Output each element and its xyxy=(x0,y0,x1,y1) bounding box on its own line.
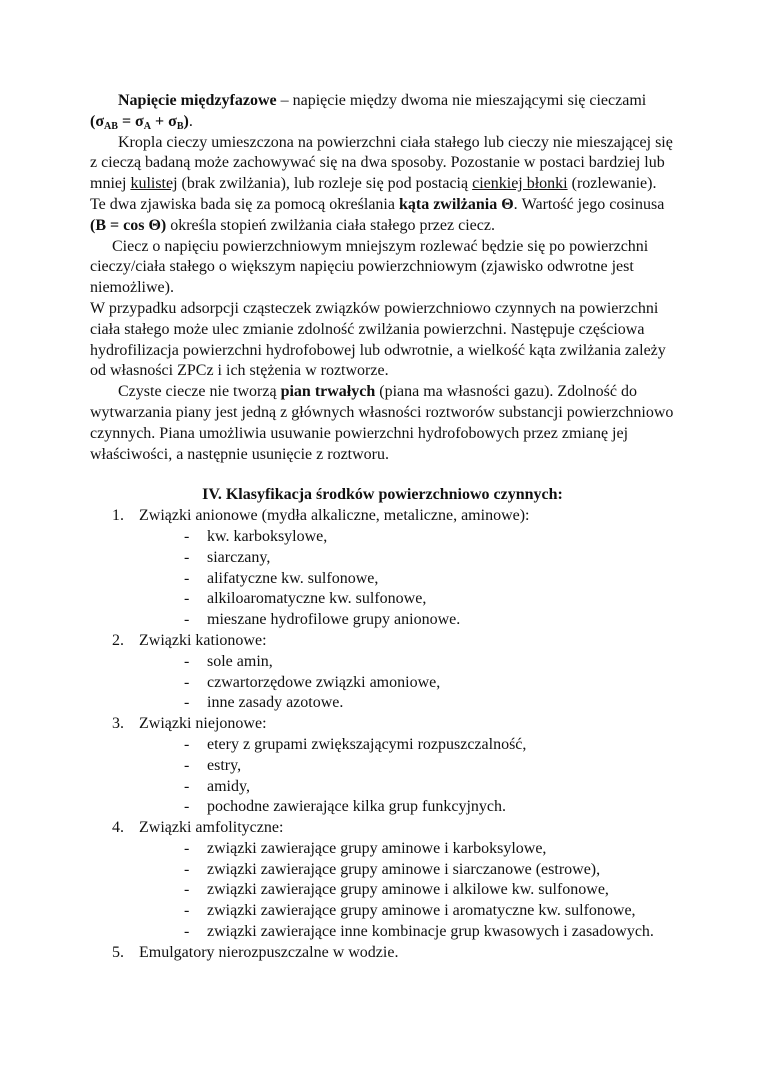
list-number: 3. xyxy=(112,715,124,733)
list-item-text: estry, xyxy=(207,756,242,774)
paragraph-spreading: Ciecz o napięciu powierzchniowym mniejszym rozlewać będzie się po powierzchni cieczy/ciała stałego o większym napięciu powierzchniowym (zjawisko odwrotne jest niemożliwe). xyxy=(90,237,649,297)
paragraph-wetting: Kropla cieczy umieszczona na powierzchni ciała stałego lub cieczy nie mieszającej się z cieczą badaną może zachowywać się na dwa sposoby. Pozostanie w postaci bardziej lub mniej kulistej (brak zwilżania), lub rozleje się pod postacią cienkiej błonki (rozlewanie). Te dwa zjawiska bada się za pomocą określania kąta zwilżania Θ. Wartość jego cosinusa (B = cos Θ) określa stopień zwilżania ciała stałego przez ciecz. xyxy=(90,133,673,234)
list-group-label: Związki niejonowe: xyxy=(139,715,267,733)
paragraph-adsorption: W przypadku adsorpcji cząsteczek związków powierzchniowo czynnych na powierzchni ciała stałego może ulec zmianie zdolność zwilżania powierzchni. Następuje częściowa hydrofilizacja powierzchni hydrofobowej lub odwrotnie, a wielkość kąta zwilżania zależy od własności ZPCz i ich stężenia w roztworze. xyxy=(90,299,666,380)
list-item-group xyxy=(90,943,675,964)
list-item-text: pochodne zawierające kilka grup funkcyjnych. xyxy=(207,798,506,816)
dash-bullet: - xyxy=(184,673,190,691)
list-item-text: siarczany, xyxy=(207,548,271,566)
list-item xyxy=(139,797,675,818)
list-item xyxy=(139,777,675,798)
list-item xyxy=(139,527,675,548)
dash-bullet: - xyxy=(184,548,190,566)
dash-bullet: - xyxy=(184,902,190,920)
list-item xyxy=(139,652,675,673)
list-item-group xyxy=(90,506,675,631)
sub-list xyxy=(139,527,675,631)
list-item xyxy=(139,693,675,714)
dash-bullet: - xyxy=(184,652,190,670)
list-item-text: etery z grupami zwiększającymi rozpuszczalność, xyxy=(207,735,527,753)
dash-bullet: - xyxy=(184,777,190,795)
list-number: 2. xyxy=(112,631,124,649)
dash-bullet: - xyxy=(184,798,190,816)
list-number: 4. xyxy=(112,819,124,837)
list-item xyxy=(139,610,675,631)
bold-term: kąta zwilżania Θ xyxy=(398,195,514,213)
list-group-label: Związki anionowe (mydła alkaliczne, metaliczne, aminowe): xyxy=(139,507,530,525)
list-item xyxy=(139,673,675,694)
list-item-text: alifatyczne kw. sulfonowe, xyxy=(207,569,379,587)
list-item-text: związki zawierające grupy aminowe i aromatyczne kw. sulfonowe, xyxy=(207,902,636,920)
dash-bullet: - xyxy=(184,527,190,545)
list-item-text: związki zawierające inne kombinacje grup kwasowych i zasadowych. xyxy=(207,923,654,941)
term-interfacial-tension: Napięcie międzyfazowe xyxy=(118,92,277,109)
list-item xyxy=(139,880,675,901)
list-item xyxy=(139,756,675,777)
list-item xyxy=(139,589,675,610)
underlined-term: kulistej xyxy=(130,175,178,193)
list-item xyxy=(139,901,675,922)
dash-bullet: - xyxy=(184,694,190,712)
bold-term: pian trwałych xyxy=(280,383,376,401)
list-item-text: mieszane hydrofilowe grupy anionowe. xyxy=(207,611,461,629)
dash-bullet: - xyxy=(184,611,190,629)
paragraph-text: – napięcie między dwoma nie mieszającymi się cieczami xyxy=(276,92,647,109)
document-page xyxy=(90,91,675,964)
formula: $(\sigma_{AB} = \sigma_A + \sigma_B)$ xyxy=(90,112,189,132)
classification-list xyxy=(90,506,675,964)
list-item-text: związki zawierające grupy aminowe i alkilowe kw. sulfonowe, xyxy=(207,881,609,899)
list-item-text: inne zasady azotowe. xyxy=(207,694,344,712)
sub-list xyxy=(139,652,675,714)
sub-list xyxy=(139,735,675,818)
list-item-text: czwartorzędowe związki amoniowe, xyxy=(207,673,441,691)
list-item-text: amidy, xyxy=(207,777,250,795)
list-item-text: sole amin, xyxy=(207,652,273,670)
dash-bullet: - xyxy=(184,756,190,774)
dash-bullet: - xyxy=(184,735,190,753)
dash-bullet: - xyxy=(184,839,190,857)
paragraph-foam: Czyste ciecze nie tworzą pian trwałych (piana ma własności gazu). Zdolność do wytwarzania piany jest jedną z głównych własności roztworów substancji powierzchniowo czynnych. Piana umożliwia usuwanie powierzchni hydrofobowych przez zmianę jej właściwości, a następnie usunięcie z roztworu. xyxy=(90,383,674,463)
list-item xyxy=(139,548,675,569)
list-item-group xyxy=(90,714,675,818)
list-group-label: Związki kationowe: xyxy=(139,631,267,649)
list-item xyxy=(139,839,675,860)
dash-bullet: - xyxy=(184,860,190,878)
sub-list xyxy=(139,839,675,943)
dash-bullet: - xyxy=(184,881,190,899)
section-heading: IV. Klasyfikacja środków powierzchniowo czynnych: xyxy=(202,486,563,504)
dash-bullet: - xyxy=(184,923,190,941)
list-group-label: Emulgatory nierozpuszczalne w wodzie. xyxy=(139,943,399,961)
list-item-text: kw. karboksylowe, xyxy=(207,527,328,545)
list-item xyxy=(139,569,675,590)
underlined-term: cienkiej błonki xyxy=(472,175,568,193)
list-item xyxy=(139,860,675,881)
list-item-text: związki zawierające grupy aminowe i siarczanowe (estrowe), xyxy=(207,860,601,878)
list-item-text: alkiloaromatyczne kw. sulfonowe, xyxy=(207,590,427,608)
paragraph-interfacial-tension: Napięcie międzyfazowe – napięcie między dwoma nie mieszającymi się cieczami $(\sigma_{AB} = \sigma_A + \sigma_B)$. xyxy=(90,92,647,132)
list-number: 1. xyxy=(112,507,124,525)
list-item xyxy=(139,735,675,756)
bold-formula: (B = cos Θ) xyxy=(90,216,167,234)
list-number: 5. xyxy=(112,943,124,961)
dash-bullet: - xyxy=(184,590,190,608)
list-item-group xyxy=(90,818,675,943)
list-item-group xyxy=(90,631,675,714)
list-item-text: związki zawierające grupy aminowe i karboksylowe, xyxy=(207,839,547,857)
list-item xyxy=(139,922,675,943)
list-group-label: Związki amfolityczne: xyxy=(139,819,284,837)
dash-bullet: - xyxy=(184,569,190,587)
